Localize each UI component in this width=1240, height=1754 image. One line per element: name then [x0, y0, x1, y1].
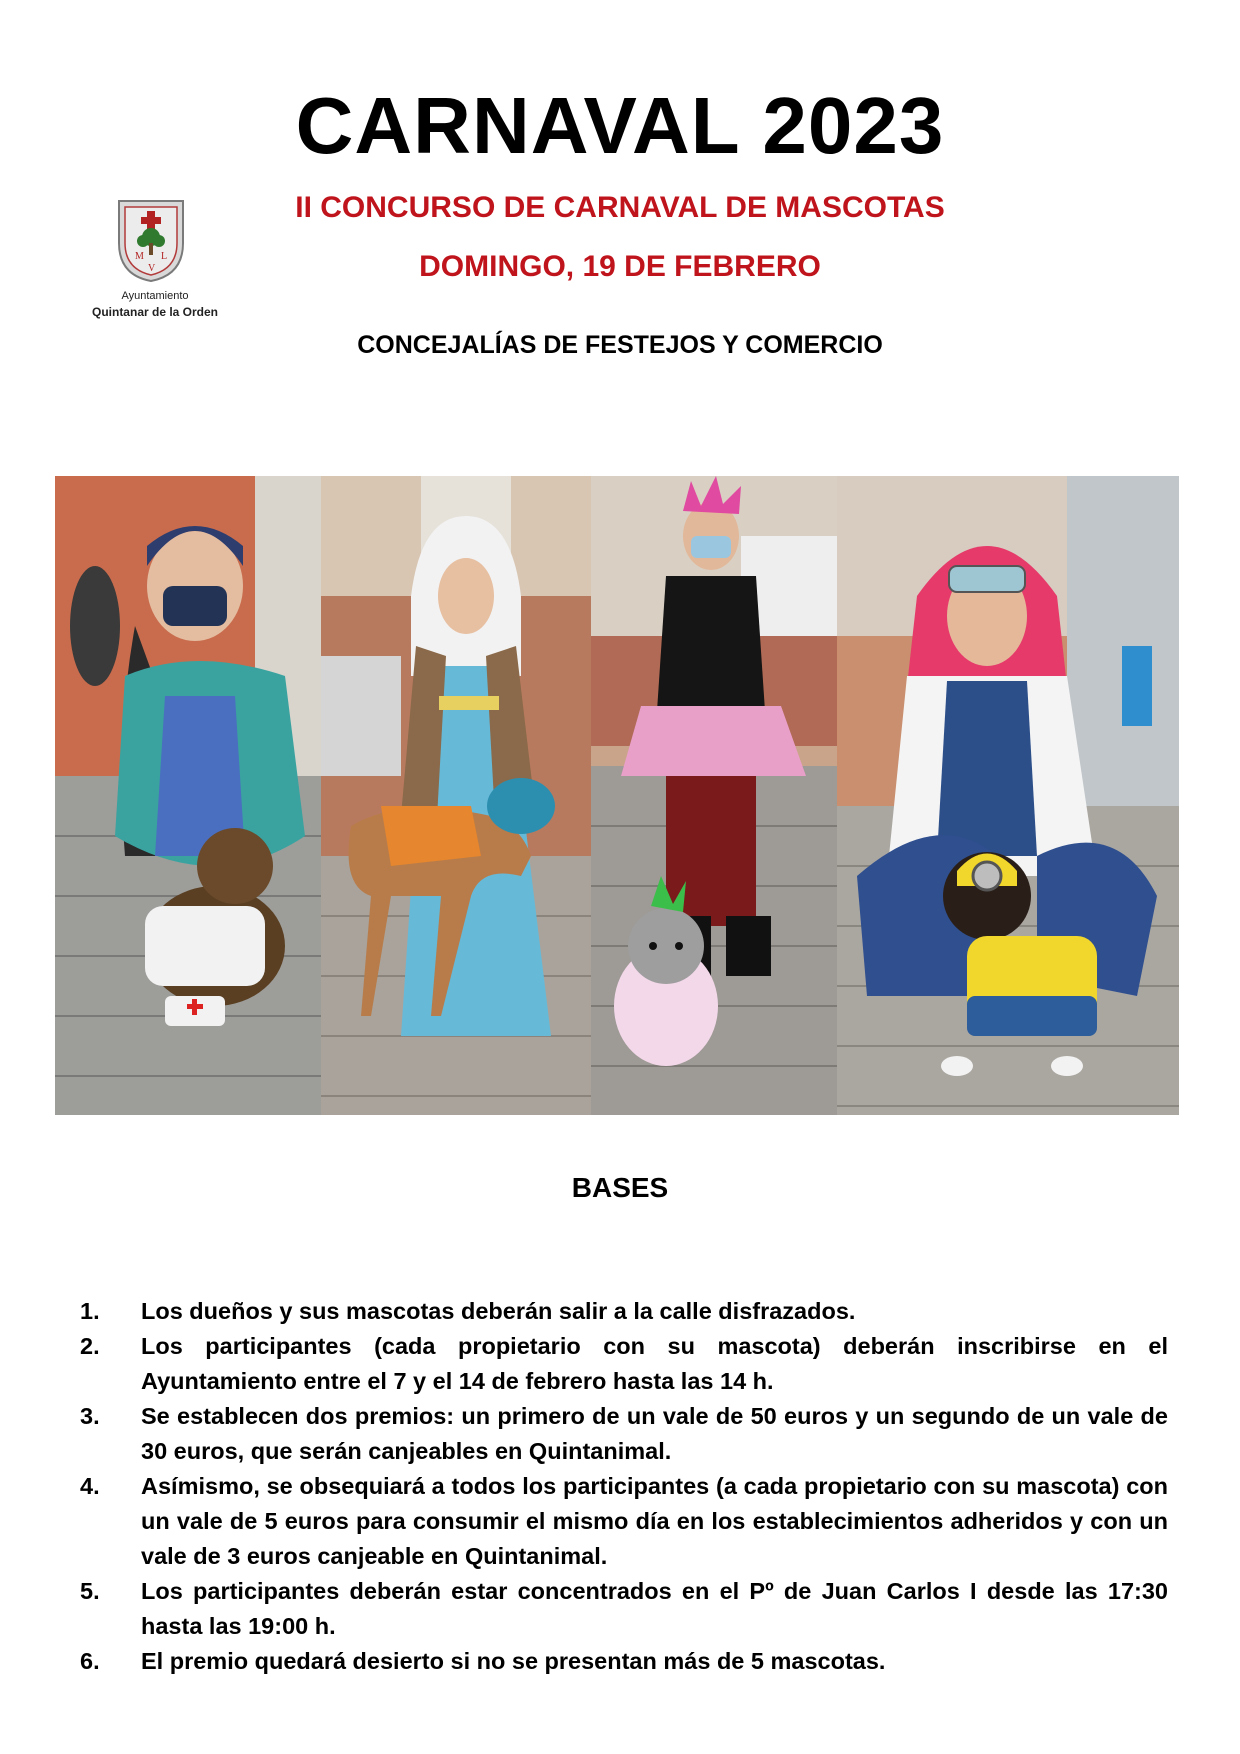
photo-blue-dress-greyhound — [321, 476, 591, 1115]
logo-caption-ayuntamiento: Ayuntamiento — [121, 290, 189, 302]
event-date: DOMINGO, 19 DE FEBRERO — [419, 250, 821, 283]
rule-item — [80, 1574, 1168, 1644]
rule-number: 5. — [80, 1578, 100, 1604]
photo-nurse-yorkshire — [55, 476, 321, 1115]
shield-letter-l: L — [161, 251, 168, 262]
rule-item — [80, 1644, 1168, 1679]
rules-list — [80, 1294, 1168, 1679]
organizing-department: CONCEJALÍAS DE FESTEJOS Y COMERCIO — [357, 331, 883, 359]
rule-number: 4. — [80, 1473, 100, 1499]
rule-item — [80, 1294, 1168, 1329]
rule-text: Se establecen dos premios: un primero de un vale de 50 euros y un segundo de un vale de 30 euros, que serán canjeables en Quintanimal. — [141, 1403, 1168, 1464]
rule-text: Los participantes deberán estar concentrados en el Pº de Juan Carlos I desde las 17:30 hasta las 19:00 h. — [141, 1578, 1168, 1639]
rule-text: Los dueños y sus mascotas deberán salir a la calle disfrazados. — [141, 1298, 856, 1324]
photo-tutu-unicorn-dog — [591, 476, 837, 1115]
page-title: CARNAVAL 2023 — [295, 81, 945, 170]
contest-subtitle: II CONCURSO DE CARNAVAL DE MASCOTAS — [295, 191, 945, 224]
rule-text: Asímismo, se obsequiará a todos los participantes (a cada propietario con su mascota) con un vale de 5 euros para consumir el mismo día en los establecimientos adheridos y con un vale de 3 euros canjeable en Quintanimal. — [141, 1473, 1168, 1569]
rule-number: 6. — [80, 1648, 100, 1674]
rule-number: 2. — [80, 1333, 100, 1359]
rule-text: El premio quedará desierto si no se presentan más de 5 mascotas. — [141, 1648, 886, 1674]
rule-number: 1. — [80, 1298, 100, 1324]
photo-minion-dog — [837, 476, 1179, 1115]
rule-text: Los participantes (cada propietario con su mascota) deberán inscribirse en el Ayuntamiento entre el 7 y el 14 de febrero hasta las 14 h. — [141, 1333, 1168, 1394]
photo-strip — [55, 476, 1179, 1115]
shield-letter-m: M — [135, 251, 144, 262]
rule-item — [80, 1469, 1168, 1574]
logo-caption-town: Quintanar de la Orden — [91, 305, 219, 319]
bases-heading: BASES — [571, 1172, 669, 1203]
rule-item — [80, 1399, 1168, 1469]
rule-item — [80, 1329, 1168, 1399]
rule-number: 3. — [80, 1403, 100, 1429]
shield-letter-v: V — [148, 263, 156, 274]
